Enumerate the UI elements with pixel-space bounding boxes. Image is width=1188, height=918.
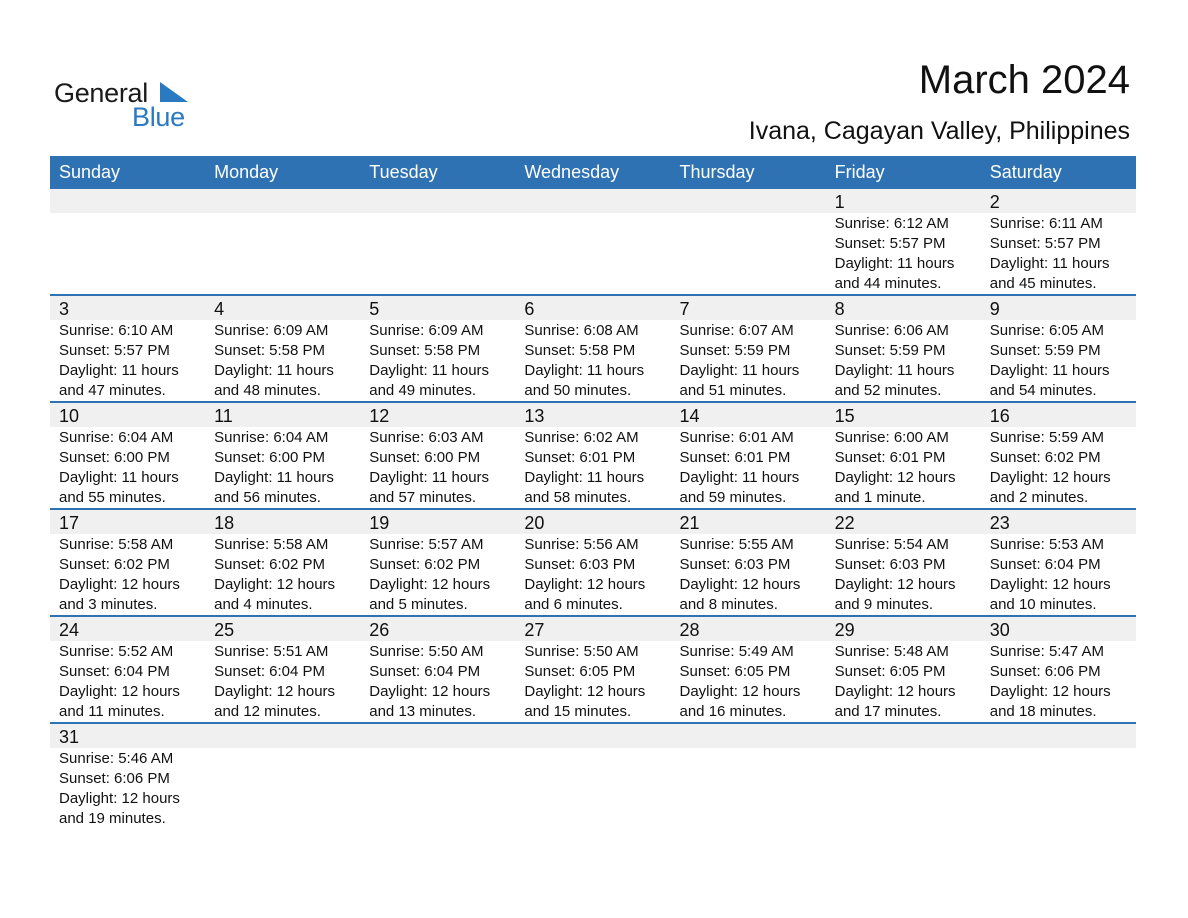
day-minutes-text: and 16 minutes. [679,703,787,720]
calendar-weeks [50,189,1136,833]
day-sunrise-text: Sunrise: 5:50 AM [369,643,484,660]
day-daylight-text: Daylight: 12 hours [59,790,180,807]
day-sunrise-text: Sunrise: 5:51 AM [214,643,329,660]
day-number: 24 [59,620,80,640]
day-sunrise-text: Sunrise: 6:06 AM [834,322,949,339]
day-cell [205,213,360,294]
day-number: 28 [679,620,700,640]
day-daylight-text: Daylight: 11 hours [59,469,179,486]
day-number: 2 [989,192,1000,212]
day-sunset-text: Sunset: 5:59 PM [989,342,1101,359]
day-sunrise-text: Sunrise: 5:46 AM [59,750,174,767]
day-sunset-text: Sunset: 5:58 PM [369,342,481,359]
day-info-row [50,320,1136,401]
weekday-header-cell: Tuesday [369,162,438,182]
day-number: 31 [59,727,80,747]
calendar-week-row [50,615,1136,722]
day-daylight-text: Daylight: 11 hours [679,362,800,379]
day-number [360,724,515,748]
day-minutes-text: and 54 minutes. [989,382,1097,399]
day-cell [981,534,1136,615]
day-cell [515,427,670,508]
day-sunset-text: Sunset: 6:05 PM [834,663,946,680]
day-number: 21 [679,513,700,533]
day-minutes-text: and 58 minutes. [524,489,632,506]
day-cell [515,534,670,615]
day-sunrise-text: Sunrise: 5:50 AM [524,643,639,660]
day-cell [671,748,826,833]
day-minutes-text: and 10 minutes. [989,596,1097,613]
day-number [515,724,670,748]
day-cell [981,213,1136,294]
day-daylight-text: Daylight: 11 hours [369,362,490,379]
day-info-row [50,748,1136,833]
calendar-week-row [50,722,1136,833]
day-sunset-text: Sunset: 5:59 PM [679,342,791,359]
day-sunrise-text: Sunrise: 5:53 AM [989,536,1104,553]
day-minutes-text: and 15 minutes. [524,703,632,720]
day-cell [360,320,515,401]
day-sunrise-text: Sunrise: 5:52 AM [59,643,174,660]
day-daylight-text: Daylight: 12 hours [524,576,646,593]
day-sunrise-text: Sunrise: 6:10 AM [59,322,174,339]
day-daylight-text: Daylight: 11 hours [214,362,334,379]
day-sunrise-text: Sunrise: 5:58 AM [59,536,174,553]
day-sunset-text: Sunset: 6:02 PM [214,556,326,573]
logo-text-general: General [54,78,148,108]
day-number [360,189,515,213]
page-title: March 2024 [918,58,1130,102]
day-sunset-text: Sunset: 6:00 PM [214,449,326,466]
day-cell [515,641,670,722]
day-minutes-text: and 44 minutes. [834,275,942,292]
day-daylight-text: Daylight: 12 hours [369,576,491,593]
weekday-header-cell: Wednesday [524,162,620,182]
day-cell [50,320,205,401]
day-number: 25 [214,620,235,640]
day-info-row [50,534,1136,615]
day-number [205,189,360,213]
day-number: 9 [989,299,1000,319]
day-number: 5 [369,299,380,319]
day-cell [360,748,515,833]
day-number-row [50,510,1136,534]
day-cell [671,427,826,508]
day-sunrise-text: Sunrise: 6:09 AM [369,322,484,339]
day-sunrise-text: Sunrise: 5:57 AM [369,536,484,553]
day-sunset-text: Sunset: 6:06 PM [59,770,170,787]
day-daylight-text: Daylight: 11 hours [369,469,490,486]
day-sunset-text: Sunset: 6:04 PM [214,663,326,680]
day-daylight-text: Daylight: 11 hours [989,255,1110,272]
logo-text-blue: Blue [132,102,185,132]
day-sunrise-text: Sunrise: 6:02 AM [524,429,639,446]
day-cell [205,534,360,615]
day-minutes-text: and 12 minutes. [214,703,321,720]
day-number: 22 [834,513,855,533]
day-cell [826,748,981,833]
day-number: 13 [524,406,545,426]
day-daylight-text: Daylight: 11 hours [834,255,955,272]
day-number-row [50,189,1136,213]
day-number-row [50,724,1136,748]
day-minutes-text: and 19 minutes. [59,810,166,827]
day-daylight-text: Daylight: 11 hours [989,362,1110,379]
day-sunrise-text: Sunrise: 5:49 AM [679,643,794,660]
day-sunrise-text: Sunrise: 6:05 AM [989,322,1104,339]
day-daylight-text: Daylight: 12 hours [989,469,1111,486]
day-sunrise-text: Sunrise: 6:04 AM [214,429,329,446]
day-minutes-text: and 18 minutes. [989,703,1097,720]
day-daylight-text: Daylight: 11 hours [679,469,800,486]
calendar-grid [50,156,1136,833]
day-minutes-text: and 11 minutes. [59,703,165,720]
day-cell [515,748,670,833]
day-sunset-text: Sunset: 6:03 PM [834,556,946,573]
day-sunrise-text: Sunrise: 5:54 AM [834,536,949,553]
day-cell [981,427,1136,508]
day-cell [671,534,826,615]
day-number [981,724,1136,748]
weekday-header-cell: Monday [214,162,279,182]
day-sunrise-text: Sunrise: 5:56 AM [524,536,639,553]
day-sunset-text: Sunset: 5:57 PM [59,342,170,359]
day-sunrise-text: Sunrise: 6:09 AM [214,322,329,339]
day-sunrise-text: Sunrise: 6:12 AM [834,215,949,232]
day-number [671,189,826,213]
day-sunset-text: Sunset: 6:04 PM [989,556,1101,573]
day-sunrise-text: Sunrise: 5:55 AM [679,536,794,553]
day-sunset-text: Sunset: 6:01 PM [524,449,636,466]
calendar-week-row [50,294,1136,401]
day-number: 14 [679,406,700,426]
day-number: 29 [834,620,855,640]
day-number: 18 [214,513,235,533]
day-daylight-text: Daylight: 12 hours [679,683,801,700]
day-daylight-text: Daylight: 11 hours [59,362,179,379]
day-number [515,189,670,213]
day-number: 20 [524,513,545,533]
weekday-header-cell: Friday [834,162,885,182]
day-minutes-text: and 55 minutes. [59,489,166,506]
day-number: 3 [59,299,70,319]
weekday-header-cell: Sunday [59,162,121,182]
day-minutes-text: and 2 minutes. [989,489,1089,506]
day-number [205,724,360,748]
day-cell [826,534,981,615]
day-cell [50,641,205,722]
day-cell [826,427,981,508]
day-minutes-text: and 45 minutes. [989,275,1097,292]
calendar-week-row [50,401,1136,508]
day-daylight-text: Daylight: 12 hours [989,683,1111,700]
day-cell [515,213,670,294]
day-sunrise-text: Sunrise: 6:03 AM [369,429,484,446]
day-cell [50,534,205,615]
day-cell [205,320,360,401]
day-sunrise-text: Sunrise: 5:58 AM [214,536,329,553]
day-cell [360,641,515,722]
day-sunset-text: Sunset: 5:57 PM [989,235,1101,252]
day-cell [205,748,360,833]
day-minutes-text: and 4 minutes. [214,596,313,613]
day-number: 19 [369,513,390,533]
day-minutes-text: and 9 minutes. [834,596,934,613]
day-sunset-text: Sunset: 6:02 PM [59,556,170,573]
day-minutes-text: and 1 minute. [834,489,926,506]
day-number: 16 [989,406,1010,426]
day-cell [671,320,826,401]
day-minutes-text: and 59 minutes. [679,489,787,506]
day-cell [826,641,981,722]
day-daylight-text: Daylight: 12 hours [834,576,956,593]
day-minutes-text: and 51 minutes. [679,382,787,399]
day-minutes-text: and 52 minutes. [834,382,942,399]
day-sunrise-text: Sunrise: 6:07 AM [679,322,794,339]
day-sunset-text: Sunset: 5:58 PM [214,342,326,359]
day-sunset-text: Sunset: 6:03 PM [679,556,791,573]
day-minutes-text: and 57 minutes. [369,489,476,506]
day-cell [981,320,1136,401]
day-cell [360,213,515,294]
day-number: 1 [834,192,845,212]
day-minutes-text: and 49 minutes. [369,382,476,399]
day-sunrise-text: Sunrise: 6:04 AM [59,429,174,446]
day-number: 30 [989,620,1010,640]
day-minutes-text: and 48 minutes. [214,382,321,399]
day-number [50,189,205,213]
day-sunset-text: Sunset: 6:01 PM [834,449,946,466]
day-number [671,724,826,748]
day-daylight-text: Daylight: 12 hours [214,576,336,593]
day-number: 10 [59,406,80,426]
day-sunrise-text: Sunrise: 6:00 AM [834,429,949,446]
day-minutes-text: and 6 minutes. [524,596,623,613]
day-cell [50,748,205,833]
day-sunset-text: Sunset: 6:00 PM [369,449,481,466]
day-cell [360,534,515,615]
day-number [826,724,981,748]
day-cell [50,427,205,508]
day-sunset-text: Sunset: 6:02 PM [369,556,481,573]
day-minutes-text: and 17 minutes. [834,703,942,720]
day-sunrise-text: Sunrise: 5:47 AM [989,643,1104,660]
day-daylight-text: Daylight: 12 hours [834,683,956,700]
day-sunset-text: Sunset: 6:04 PM [59,663,170,680]
day-daylight-text: Daylight: 11 hours [524,362,645,379]
weekday-header [50,156,1136,189]
day-sunrise-text: Sunrise: 5:48 AM [834,643,949,660]
location-subtitle: Ivana, Cagayan Valley, Philippines [748,117,1130,145]
day-daylight-text: Daylight: 12 hours [989,576,1111,593]
calendar-week-row [50,508,1136,615]
day-cell [671,213,826,294]
day-sunrise-text: Sunrise: 6:01 AM [679,429,794,446]
day-daylight-text: Daylight: 12 hours [59,576,180,593]
day-sunrise-text: Sunrise: 6:08 AM [524,322,639,339]
day-minutes-text: and 56 minutes. [214,489,321,506]
day-cell [205,641,360,722]
day-sunrise-text: Sunrise: 6:11 AM [989,215,1103,232]
calendar-week-row [50,189,1136,294]
day-number: 6 [524,299,535,319]
day-sunset-text: Sunset: 6:04 PM [369,663,481,680]
day-sunset-text: Sunset: 5:59 PM [834,342,946,359]
day-cell [981,641,1136,722]
day-number-row [50,296,1136,320]
day-sunset-text: Sunset: 6:03 PM [524,556,636,573]
day-info-row [50,427,1136,508]
day-minutes-text: and 13 minutes. [369,703,476,720]
day-number: 7 [679,299,690,319]
day-cell [826,320,981,401]
day-minutes-text: and 8 minutes. [679,596,778,613]
day-sunset-text: Sunset: 6:06 PM [989,663,1101,680]
day-daylight-text: Daylight: 12 hours [59,683,180,700]
day-number: 4 [214,299,225,319]
generalblue-logo [54,78,204,132]
day-daylight-text: Daylight: 11 hours [214,469,334,486]
day-minutes-text: and 47 minutes. [59,382,166,399]
day-number-row [50,617,1136,641]
weekday-header-cell: Saturday [989,162,1062,182]
day-sunset-text: Sunset: 6:05 PM [524,663,636,680]
day-number: 11 [214,406,233,426]
day-sunset-text: Sunset: 5:57 PM [834,235,946,252]
day-daylight-text: Daylight: 12 hours [679,576,801,593]
day-cell [205,427,360,508]
day-sunset-text: Sunset: 6:01 PM [679,449,791,466]
day-cell [515,320,670,401]
day-minutes-text: and 50 minutes. [524,382,632,399]
day-sunset-text: Sunset: 5:58 PM [524,342,636,359]
day-cell [50,213,205,294]
day-daylight-text: Daylight: 12 hours [214,683,336,700]
day-minutes-text: and 5 minutes. [369,596,468,613]
day-number: 15 [834,406,855,426]
day-number: 26 [369,620,390,640]
day-sunset-text: Sunset: 6:02 PM [989,449,1101,466]
day-daylight-text: Daylight: 12 hours [834,469,956,486]
day-daylight-text: Daylight: 11 hours [524,469,645,486]
day-number: 8 [834,299,845,319]
day-cell [360,427,515,508]
day-cell [826,213,981,294]
day-cell [671,641,826,722]
day-number: 12 [369,406,390,426]
weekday-header-cell: Thursday [679,162,755,182]
day-info-row [50,213,1136,294]
day-number: 23 [989,513,1010,533]
day-sunset-text: Sunset: 6:05 PM [679,663,791,680]
day-sunset-text: Sunset: 6:00 PM [59,449,170,466]
day-info-row [50,641,1136,722]
day-cell [981,748,1136,833]
day-number: 27 [524,620,545,640]
day-daylight-text: Daylight: 11 hours [834,362,955,379]
day-number-row [50,403,1136,427]
day-sunrise-text: Sunrise: 5:59 AM [989,429,1104,446]
day-daylight-text: Daylight: 12 hours [369,683,491,700]
day-number: 17 [59,513,80,533]
logo-triangle-icon [160,82,188,102]
day-minutes-text: and 3 minutes. [59,596,158,613]
day-daylight-text: Daylight: 12 hours [524,683,646,700]
